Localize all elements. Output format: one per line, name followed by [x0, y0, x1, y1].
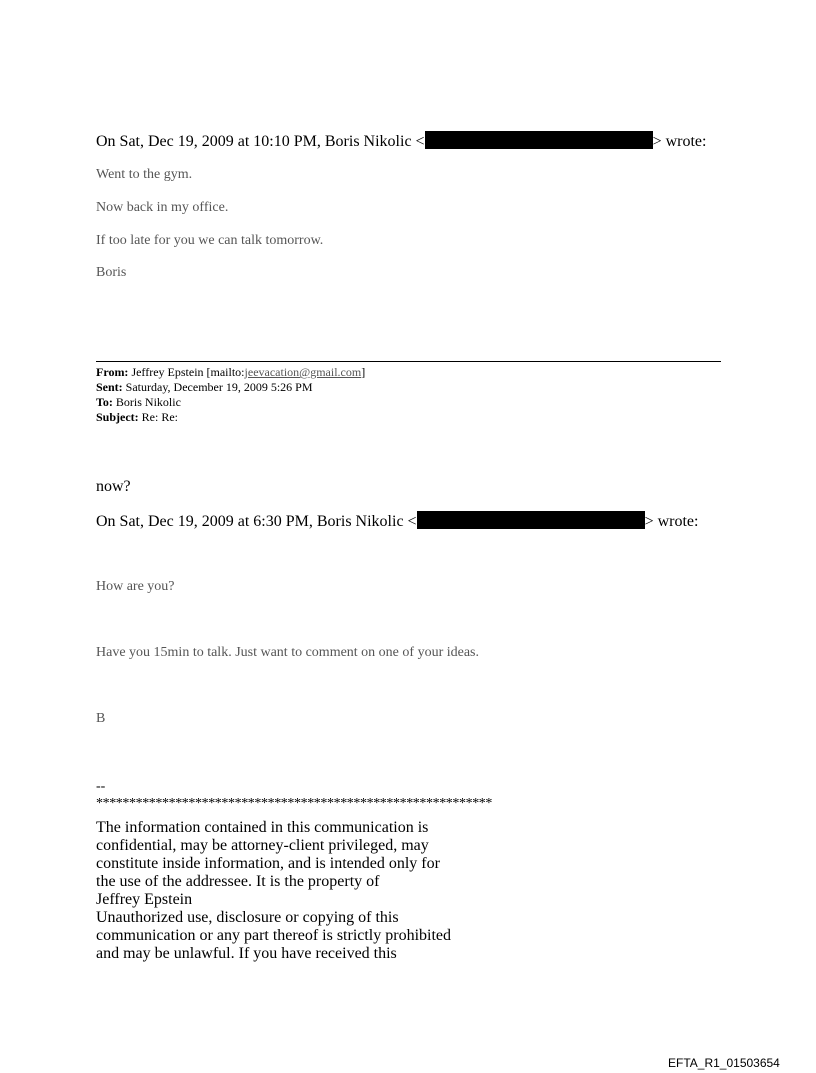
quote-2-line: How are you? [96, 579, 175, 594]
subject-label: Subject: [96, 410, 139, 424]
quote-1-line: If too late for you we can talk tomorrow. [96, 233, 324, 248]
email-header [96, 365, 365, 425]
quote-header-1-suffix: > wrote: [652, 133, 707, 150]
sent-label: Sent: [96, 380, 123, 394]
quote-header-1-prefix: On Sat, Dec 19, 2009 at 10:10 PM, Boris Nikolic < [96, 133, 425, 150]
disclaimer-line: The information contained in this communication is [96, 819, 429, 836]
from-row [96, 365, 365, 380]
document-id: EFTA_R1_01503654 [668, 1056, 780, 1070]
to-label: To: [96, 395, 113, 409]
quote-1-line: Now back in my office. [96, 200, 229, 215]
confidentiality-disclaimer [96, 819, 451, 963]
quote-header-2-prefix: On Sat, Dec 19, 2009 at 6:30 PM, Boris Nikolic < [96, 513, 417, 530]
disclaimer-line: Unauthorized use, disclosure or copying of this [96, 909, 399, 926]
signature-stars: ************************************************************ [96, 796, 493, 811]
sent-row [96, 380, 365, 395]
from-close: ] [361, 365, 366, 379]
sent-value: Saturday, December 19, 2009 5:26 PM [125, 380, 313, 394]
quote-1-signoff: Boris [96, 265, 127, 280]
quote-2-line: Have you 15min to talk. Just want to comment on one of your ideas. [96, 645, 479, 660]
disclaimer-line: communication or any part thereof is strictly prohibited [96, 927, 452, 944]
quote-1-line: Went to the gym. [96, 167, 193, 182]
signature-dashes: -- [96, 779, 106, 794]
from-email-link[interactable]: jeevacation@gmail.com [244, 365, 362, 379]
to-value: Boris Nikolic [115, 395, 181, 409]
disclaimer-line: Jeffrey Epstein [96, 891, 193, 908]
quote-header-2 [96, 511, 698, 531]
reply-body: now? [96, 478, 131, 495]
from-value: Jeffrey Epstein [mailto: [131, 365, 245, 379]
quote-header-1 [96, 131, 706, 151]
disclaimer-line: constitute inside information, and is intended only for [96, 855, 440, 872]
redaction-box [417, 511, 645, 529]
redaction-box [425, 131, 653, 149]
subject-row [96, 410, 365, 425]
header-rule [96, 361, 721, 362]
quote-2-signoff: B [96, 711, 106, 726]
disclaimer-line: and may be unlawful. If you have received this [96, 945, 397, 962]
from-label: From: [96, 365, 129, 379]
to-row [96, 395, 365, 410]
disclaimer-line: the use of the addressee. It is the property of [96, 873, 380, 890]
disclaimer-line: confidential, may be attorney-client privileged, may [96, 837, 429, 854]
subject-value: Re: Re: [141, 410, 178, 424]
quote-header-2-suffix: > wrote: [644, 513, 699, 530]
